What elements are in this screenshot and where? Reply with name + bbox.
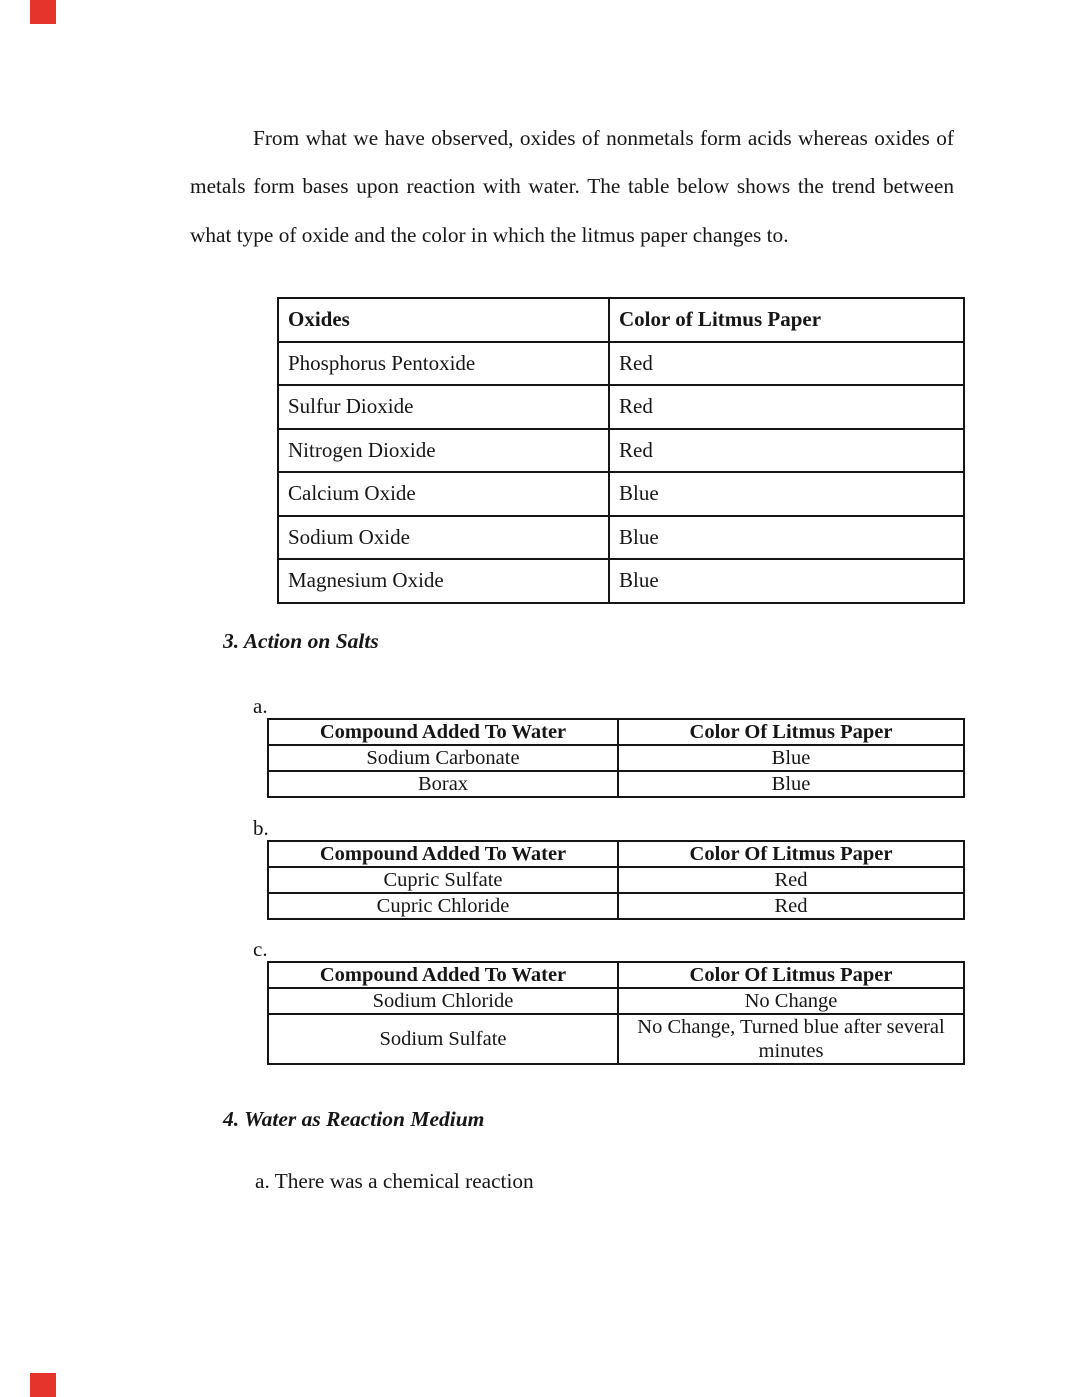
- table-row: [268, 893, 964, 919]
- table-cell: Blue: [609, 472, 964, 516]
- table-cell: Cupric Sulfate: [268, 867, 618, 893]
- table-cell: Sodium Oxide: [278, 516, 609, 560]
- salts-table-c-header-row: [268, 962, 964, 988]
- table-cell: Borax: [268, 771, 618, 797]
- table-cell: Red: [609, 385, 964, 429]
- table-cell: Red: [609, 342, 964, 386]
- table-row: [278, 559, 964, 603]
- table-cell: Calcium Oxide: [278, 472, 609, 516]
- litmus-color-header-cell: Color of Litmus Paper: [609, 298, 964, 342]
- page-edge-marker-bottom: [30, 1373, 56, 1397]
- salts-table-a-header-row: [268, 719, 964, 745]
- salts-table-b-header-row: [268, 841, 964, 867]
- table-cell: No Change, Turned blue after several minutes: [618, 1014, 964, 1064]
- table-cell: Phosphorus Pentoxide: [278, 342, 609, 386]
- table-row: [278, 429, 964, 473]
- table-row: [268, 867, 964, 893]
- subsection-c-label: c.: [253, 937, 268, 961]
- intro-paragraph-line-3: what type of oxide and the color in which the litmus paper changes to.: [190, 223, 789, 247]
- table-cell: Blue: [618, 771, 964, 797]
- table-cell: Sodium Sulfate: [268, 1014, 618, 1064]
- section-4-heading: 4. Water as Reaction Medium: [223, 1107, 485, 1131]
- table-cell: Sulfur Dioxide: [278, 385, 609, 429]
- table-cell: Magnesium Oxide: [278, 559, 609, 603]
- section-3-heading: 3. Action on Salts: [223, 629, 379, 653]
- page-edge-marker-top: [30, 0, 56, 24]
- table-row: [268, 1014, 964, 1064]
- salts-table-c: [267, 961, 965, 1065]
- table-cell: Blue: [609, 559, 964, 603]
- oxides-table: [277, 297, 965, 604]
- table-row: [268, 771, 964, 797]
- oxides-table-header-row: [278, 298, 964, 342]
- table-cell: Red: [618, 867, 964, 893]
- table-cell: Red: [618, 893, 964, 919]
- table-cell: Cupric Chloride: [268, 893, 618, 919]
- litmus-header-cell: Color Of Litmus Paper: [618, 841, 964, 867]
- intro-paragraph-line-1: From what we have observed, oxides of nonmetals form acids whereas oxides of: [253, 126, 954, 150]
- table-row: [278, 472, 964, 516]
- subsection-b-label: b.: [253, 816, 269, 840]
- table-cell: Nitrogen Dioxide: [278, 429, 609, 473]
- table-cell: No Change: [618, 988, 964, 1014]
- intro-paragraph-line-2: metals form bases upon reaction with water. The table below shows the trend between: [190, 174, 954, 198]
- table-cell: Blue: [618, 745, 964, 771]
- compound-header-cell: Compound Added To Water: [268, 962, 618, 988]
- compound-header-cell: Compound Added To Water: [268, 841, 618, 867]
- oxides-header-cell: Oxides: [278, 298, 609, 342]
- table-cell: Blue: [609, 516, 964, 560]
- subsection-a-label: a.: [253, 694, 268, 718]
- table-row: [268, 988, 964, 1014]
- litmus-header-cell: Color Of Litmus Paper: [618, 962, 964, 988]
- salts-table-a: [267, 718, 965, 798]
- litmus-header-cell: Color Of Litmus Paper: [618, 719, 964, 745]
- table-cell: Red: [609, 429, 964, 473]
- table-row: [278, 385, 964, 429]
- table-cell: Sodium Carbonate: [268, 745, 618, 771]
- compound-header-cell: Compound Added To Water: [268, 719, 618, 745]
- section-4-item-a: a. There was a chemical reaction: [255, 1169, 534, 1193]
- table-row: [278, 342, 964, 386]
- table-row: [278, 516, 964, 560]
- salts-table-b: [267, 840, 965, 920]
- table-row: [268, 745, 964, 771]
- table-cell: Sodium Chloride: [268, 988, 618, 1014]
